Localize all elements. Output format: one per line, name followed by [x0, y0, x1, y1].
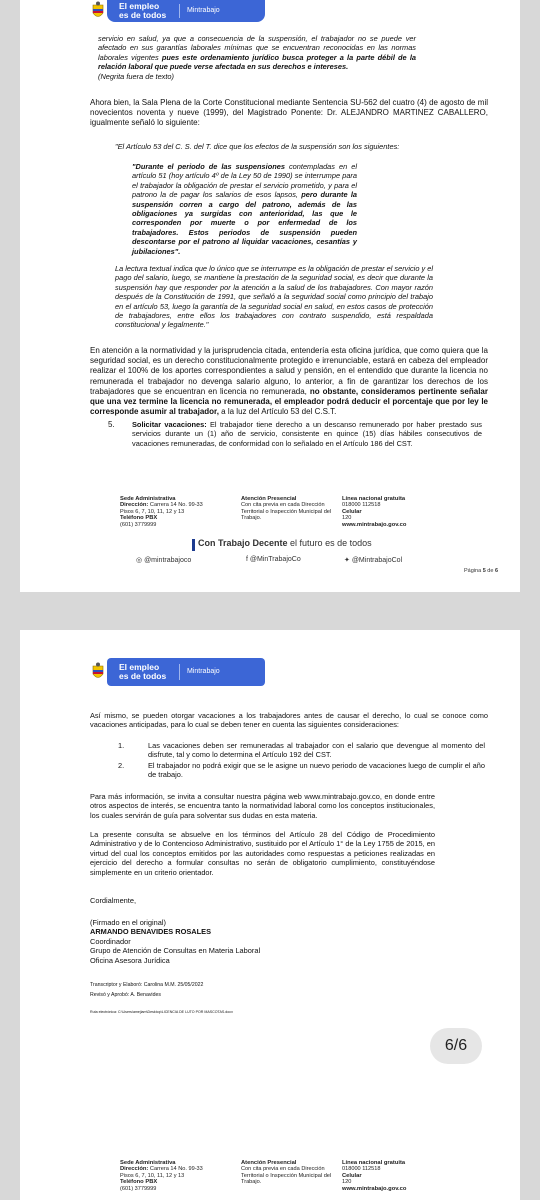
brand-divider [179, 4, 180, 18]
footer-linea: Línea nacional gratuita 018000 112518 Celular 120 www.mintrabajo.gov.co [342, 1160, 407, 1192]
paragraph-asimismo: Así mismo, se pueden otorgar vacaciones a los trabajadores antes de causar el derecho, lo cual se conoce como vacaciones anticipadas, para lo cual se deben tener en cuenta las siguientes consideraciones: [90, 711, 488, 730]
list-item-2: El trabajador no podrá exigir que se le asigne un nuevo periodo de vacaciones luego de cumplir el año de trabajo. [148, 761, 485, 780]
social-facebook: f @MinTrabajoCo [246, 556, 301, 563]
instagram-icon: ◎ [136, 557, 143, 564]
page-number: Página 5 de 6 [464, 568, 498, 574]
quote-top: servicio en salud, ya que a consecuencia de la suspensión, el trabajador no se puede ver afectado en sus garantías laborales mínimas que se encuentran reconocidas en las normas laborales vigentes pues este ordenamiento jurídico busca proteger a la parte débil de la relación laboral que puede verse afectada en sus derechos e intereses. (Negrita fuera de texto) [98, 34, 416, 81]
closing: Cordialmente, [90, 896, 137, 905]
brand-banner [107, 0, 265, 22]
footer-sede: Sede Administrativa Dirección: Carrera 14 No. 99-33 Pisos 6, 7, 10, 11, 12 y 13 Teléfono PBX (601) 3779999 [120, 1160, 203, 1192]
social-instagram: ◎ @mintrabajoco [136, 557, 192, 564]
paragraph-consulta: La presente consulta se absuelve en los términos del Artículo 28 del Código de Procedimiento Administrativo y de lo Contencioso Administrativo, sustituido por el Artículo 1° de la Ley 1755 de 2015, en virtud del cual los conceptos emitidos por las autoridades como respuestas a peticiones realizadas en ejercicio del derecho a formular consultas no serán de obligatorio cumplimiento, constituyéndose simplemente en un criterio orientador. [90, 830, 435, 877]
list-1-number: 1. [118, 741, 125, 750]
more-options-icon[interactable] [512, 1030, 530, 1076]
document-page-5 [20, 0, 520, 592]
paragraph-mas-informacion: Para más información, se invita a consultar nuestra página web www.mintrabajo.gov.co, en donde entre otros aspectos de interés, se encuentra tanto la normatividad laboral como los conceptos institucionales, los cuales servirán de guía para solventar sus dudas en esta materia. [90, 792, 435, 820]
colombia-coat-of-arms-icon [90, 1, 106, 21]
quote-intro: "El Artículo 53 del C. S. del T. dice que los efectos de la suspensión son los siguientes: [115, 142, 400, 151]
twitter-icon: ✦ [344, 557, 350, 564]
social-twitter: ✦ @MintrabajoCol [344, 557, 403, 564]
transcription-info: Transcriptor y Elaboró: Carolina M.M. 25/05/2022 Revisó y Aprobó: A. Benavides [90, 982, 204, 998]
ministry-label: Mintrabajo [187, 7, 220, 14]
ministry-label: Mintrabajo [187, 668, 220, 675]
file-path: Ruta electrónica: C:\Users\amejiam\Desktop\LICENCIA DE LUTO POR MASCOTAS.docx [90, 1010, 233, 1014]
list-item-1: Las vacaciones deben ser remuneradas al trabajador con el salario que devengue al momento del disfrute, tal y como lo determina el Artículo 192 del CST. [148, 741, 485, 760]
brand-banner [107, 658, 265, 686]
colombia-coat-of-arms-icon [90, 662, 106, 682]
item-5: Solicitar vacaciones: El trabajador tiene derecho a un descanso remunerado por haber prestado sus servicios durante un (1) año de servicio, consistente en quince (15) días hábiles consecutivos de vacaciones remuneradas, de conformidad con lo señalado en el Artículo 186 del CST. [132, 420, 483, 448]
brand-text: El empleo es de todos [119, 1, 167, 20]
footer-atencion: Atención Presencial Con cita previa en cada Dirección Territorial o Inspección Municipal del Trabajo. [241, 1160, 332, 1186]
slogan: Con Trabajo Decente el futuro es de todos [198, 538, 372, 548]
paragraph-ahora-bien: Ahora bien, la Sala Plena de la Corte Constitucional mediante Sentencia SU-562 del cuatro (4) de agosto de mil novecientos noventa y nueve (1999), del Magistrado Ponente: Dr. ALEJANDRO MARTINEZ CABALLERO, igualmente señaló lo siguiente: [90, 98, 488, 128]
footer-linea: Línea nacional gratuita 018000 112518 Celular 120 www.mintrabajo.gov.co [342, 496, 407, 528]
slogan-bar [192, 539, 195, 551]
paragraph-en-atencion: En atención a la normatividad y la jurisprudencia citada, entendería esta oficina jurídica, que como quiera que la seguridad social, es un derecho constitucionalmente protegido e irrenunciable, estará en cabeza del empleador realizar el 100% de los aportes correspondientes a salud y pensión, en el entendido que durante la licencia no remunerada el trabajador no devenga salario alguno, lo anterior, a fin de garantizar los derechos de los trabajadores que se encuentran en licencia no remunerada, no obstante, consideramos pertinente señalar que una vez termine la licencia no remunerada, el empleador podrá deducir el porcentaje que por ley le corresponde asumir al trabajador, a la luz del Artículo 53 del C.S.T. [90, 346, 488, 417]
document-page-6 [20, 630, 520, 1200]
brand-divider [179, 664, 180, 680]
facebook-icon: f [246, 556, 248, 563]
list-2-number: 2. [118, 761, 125, 770]
brand-text: El empleo es de todos [119, 662, 167, 681]
quote-reading: La lectura textual indica que lo único que se interrumpe es la obligación de prestar el servicio y el pago del salario, luego, se mantiene la prestación de la seguridad social, es decir que durante la suspensión hay que responder por la atención a la salud de los trabajadores. Con mayor razón después de la Constitución de 1991, que señaló a la seguridad social como principio del trabajo en el artículo 53, luego la garantía de la seguridad social en salud, en estos casos de protección de trabajadores, entre ellos los trabajadores con contrato suspendido, está respaldada constitucional y legalmente." [115, 264, 433, 330]
footer-atencion: Atención Presencial Con cita previa en cada Dirección Territorial o Inspección Municipal del Trabajo. [241, 496, 332, 522]
footer-sede: Sede Administrativa Dirección: Carrera 14 No. 99-33 Pisos 6, 7, 10, 11, 12 y 13 Teléfono PBX (601) 3779999 [120, 496, 203, 528]
page-indicator: 6/6 [430, 1028, 482, 1064]
signature-block: (Firmado en el original) ARMANDO BENAVIDES ROSALES Coordinador Grupo de Atención de Consultas en Materia Laboral Oficina Asesora Jurídica [90, 918, 261, 965]
quote-inner: "Durante el periodo de las suspensiones contempladas en el artículo 51 (hoy artículo 4º de la Ley 50 de 1990) se interrumpe para el trabajador la obligación de prestar el servicio prometido, y para el patrono la de pagar los salarios de esos lapsos, pero durante la suspensión corren a cargo del patrono, además de las obligaciones ya surgidas con anterioridad, las que le corresponden por muerte o por enfermedad de los trabajadores. Estos periodos de suspensión pueden descontarse por el patrono al liquidar vacaciones, cesantías y jubilaciones". [132, 162, 358, 256]
item-5-number: 5. [108, 420, 115, 429]
